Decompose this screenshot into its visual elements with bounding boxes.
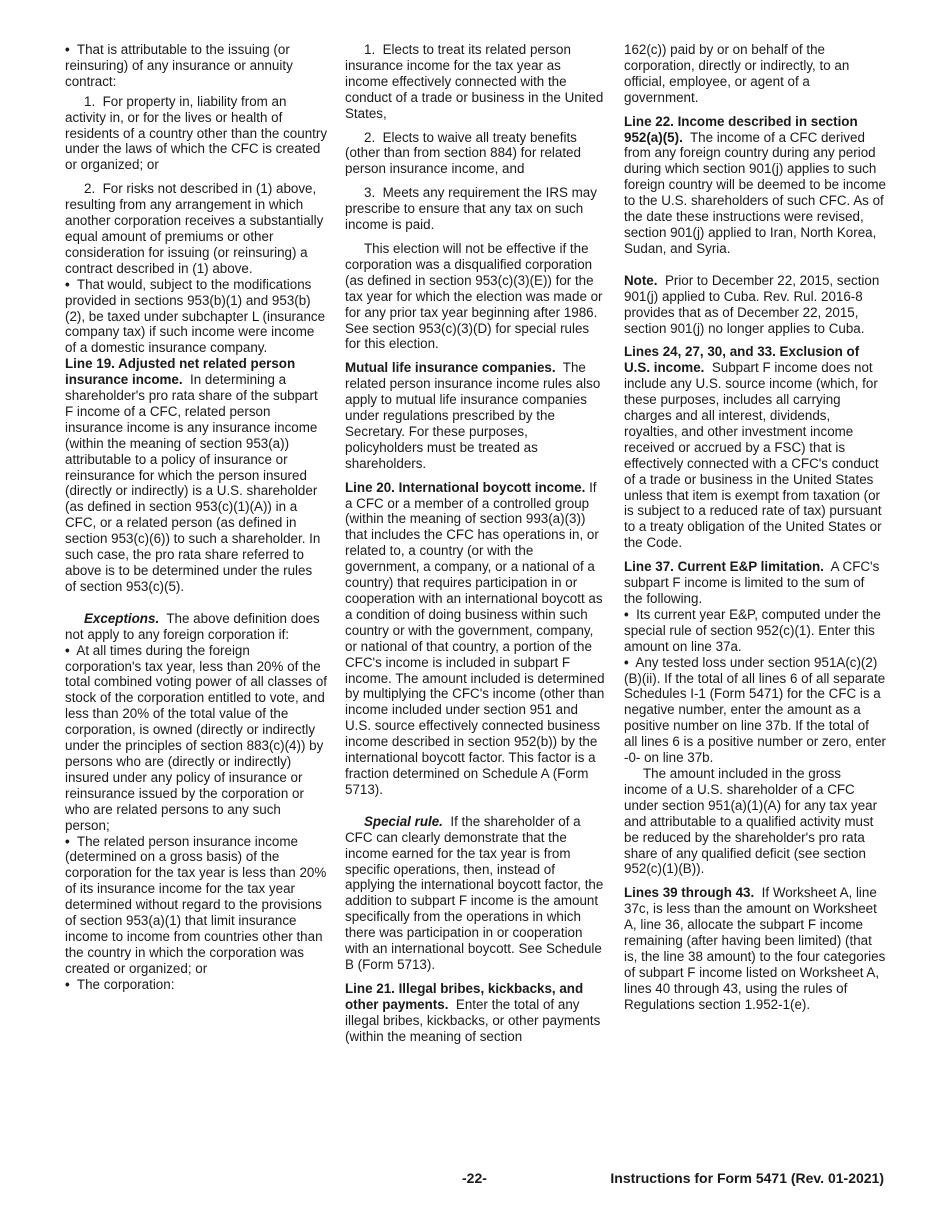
line-19-section: Line 19. Adjusted net related person insurance income. In determining a shareholder's pro rata share of the subpart F income of a CFC, related person insurance income is any insurance income (within the meaning of section 953(a)) attributable to a policy of insurance or reinsurance for which the person insured (directly or indirectly) is a U.S. shareholder (as defined in section 953(c)(1)(A)) in a CFC, or a related person (as defined in section 953(c)(6)) to such a shareholder. In such case, the pro rata share referred to above is to be determined under the rules of section 953(c)(5). <box>65 356 321 594</box>
bullet-icon: • <box>624 654 629 670</box>
section-heading: Lines 24, 27, 30, and 33. Exclusion of U.S. income. <box>624 344 860 376</box>
bullet-icon: • <box>65 276 70 292</box>
bullet-item: • That would, subject to the modifications provided in sections 953(b)(1) and 953(b)(2), be taxed under subchapter L (insurance company tax) if such income were income of a domestic insurance company. <box>65 276 326 356</box>
bullet-item: • The related person insurance income (determined on a gross basis) of the corporation for the tax year is less than 20% of its insurance income for the tax year determined without regard to the provisions of section 953(a)(1) that limit insurance income to income from countries other than the country in which the corporation was created or organized; or <box>65 833 327 976</box>
page-footer <box>0 1170 950 1190</box>
section-heading: Line 20. International boycott income. <box>345 479 586 495</box>
column-2 <box>345 42 607 1052</box>
line-21-section: Line 21. Illegal bribes, kickbacks, and other payments. Enter the total of any illegal bribes, kickbacks, or other payments (within the meaning of section <box>345 980 601 1044</box>
line-37-section: Line 37. Current E&P limitation. A CFC's subpart F income is limited to the sum of the following. <box>624 559 880 606</box>
column-1 <box>65 42 327 993</box>
column-3 <box>624 42 886 1021</box>
note-paragraph: Note. Prior to December 22, 2015, section 901(j) applied to Cuba. Rev. Rul. 2016-8 provides that as of December 22, 2015, section 901(j) no longer applies to Cuba. <box>624 272 880 336</box>
special-rule-paragraph: Special rule. If the shareholder of a CFC can clearly demonstrate that the income earned for the tax year is from specific operations, then, instead of applying the international boycott factor, the addition to subpart F income is the amount specifically from the operations in which there was participation in or cooperation with an international boycott. See Schedule B (Form 5713). <box>345 813 604 972</box>
line-20-section: Line 20. International boycott income. If a CFC or a member of a controlled group (within the meaning of section 993(a)(3)) that includes the CFC has operations in, or related to, a country (or with the government, a company, or a national of a country) that requires participation in or cooperation with an international boycott as a condition of doing business within such country or with the government, company, or national of that country, a portion of the CFC's income is included in subpart F income. The amount included is determined by multiplying the CFC's income (other than income included under section 951 and U.S. source effectively connected business income described in section 952(b)) by the international boycott factor. This factor is a fraction determined on Schedule A (Form 5713). <box>345 479 605 797</box>
section-heading: Lines 39 through 43. <box>624 885 755 901</box>
numbered-item: 1. Elects to treat its related person insurance income for the tax year as income effectively connected with the conduct of a trade or business in the United States, <box>345 42 604 121</box>
form-title: Instructions for Form 5471 (Rev. 01-2021) <box>610 1170 884 1186</box>
gross-income-paragraph: The amount included in the gross income of a U.S. shareholder of a CFC under section 951(a)(1)(A) for any tax year and attributable to a qualified activity must be reduced by the shareholder's pro rata share of any qualified deficit (see section 952(c)(1)(B)). <box>624 765 878 877</box>
mutual-life-section: Mutual life insurance companies. The related person insurance income rules also apply to mutual life insurance companies under regulations prescribed by the Secretary. For these purposes, policyholders must be treated as shareholders. <box>345 360 601 471</box>
bullet-icon: • <box>624 606 629 622</box>
line-22-section: Line 22. Income described in section 952(a)(5). The income of a CFC derived from any foreign country during any period during which section 901(j) applies to such foreign country will be deemed to be income to the U.S. shareholders of such CFC. As of the date these instructions were revised, section 901(j) applied to Iran, North Korea, Sudan, and Syria. <box>624 113 887 256</box>
bullet-item: • Its current year E&P, computed under the special rule of section 952(c)(1). Enter this amount on line 37a. <box>624 606 881 654</box>
numbered-item: 2. Elects to waive all treaty benefits (other than from section 884) for related person insurance income, and <box>345 129 581 177</box>
section-heading: Line 19. Adjusted net related person insurance income. <box>65 356 296 388</box>
bullet-item: • The corporation: <box>65 976 175 992</box>
bullet-item: • Any tested loss under section 951A(c)(2)(B)(ii). If the total of all lines 6 of all separate Schedules I-1 (Form 5471) for the CFC is a negative number, enter the amount as a positive number on line 37b. If the total of all lines 6 is a positive number or zero, enter -0- on line 37b. <box>624 654 886 766</box>
section-heading: Line 37. Current E&P limitation. <box>624 559 824 575</box>
section-heading: Line 22. Income described in section 952(a)(5). <box>624 113 858 145</box>
section-heading: Note. <box>624 272 658 288</box>
section-heading: Exceptions. <box>84 610 160 626</box>
bullet-icon: • <box>65 42 70 57</box>
page-number: -22- <box>462 1170 487 1186</box>
section-heading: Mutual life insurance companies. <box>345 360 556 376</box>
bullet-item: • That is attributable to the issuing (or reinsuring) of any insurance or annuity contract: <box>65 42 293 89</box>
bullet-icon: • <box>65 976 70 992</box>
section-heading: Line 21. Illegal bribes, kickbacks, and other payments. <box>345 980 584 1012</box>
continuation-paragraph: 162(c)) paid by or on behalf of the corporation, directly or indirectly, to an official, employee, or agent of a government. <box>624 42 850 105</box>
numbered-item: 3. Meets any requirement the IRS may prescribe to ensure that any tax on such income is paid. <box>345 185 597 233</box>
bullet-icon: • <box>65 642 70 658</box>
numbered-item: 1. For property in, liability from an activity in, or for the lives or health of residents of a country other than the country under the laws of which the CFC is created or organized; or <box>65 93 328 173</box>
section-heading: Special rule. <box>364 813 443 829</box>
bullet-item: • At all times during the foreign corporation's tax year, less than 20% of the total combined voting power of all classes of stock of the corporation entitled to vote, and less than 20% of the total value of the corporation, is owned (directly or indirectly under the principles of section 883(c)(4)) by persons who are (directly or indirectly) insured under any policy of insurance or reinsurance issued by the corporation or who are related persons to any such person; <box>65 642 328 833</box>
exceptions-paragraph: Exceptions. The above definition does not apply to any foreign corporation if: <box>65 610 320 642</box>
election-paragraph: This election will not be effective if the corporation was a disqualified corporation (as defined in section 953(c)(3)(E)) for the tax year for which the election was made or for any prior tax year beginning after 1986. See section 953(c)(3)(D) for special rules for this election. <box>345 240 603 352</box>
lines-39-section: Lines 39 through 43. If Worksheet A, line 37c, is less than the amount on Worksheet A, line 36, allocate the subpart F income remaining (after having been limited) (that is, the line 38 amount) to the four categories of subpart F income listed on Worksheet A, lines 40 through 43, using the rules of Regulations section 1.952-1(e). <box>624 885 886 1012</box>
numbered-item: 2. For risks not described in (1) above, resulting from any arrangement in which another corporation receives a substantially equal amount of premiums or other consideration for issuing (or reinsuring) a contract described in (1) above. <box>65 181 324 276</box>
bullet-icon: • <box>65 833 70 849</box>
lines-24-section: Lines 24, 27, 30, and 33. Exclusion of U.S. income. Subpart F income does not include any U.S. source income (which, for these purposes, includes all carrying charges and all interest, dividends, royalties, and other investment income received or accrued by a FSC) that is effectively connected with a CFC's conduct of a trade or business in the United States unless that item is exempt from taxation (or is subject to a reduced rate of tax) pursuant to a treaty obligation of the United States or the Code. <box>624 344 882 551</box>
